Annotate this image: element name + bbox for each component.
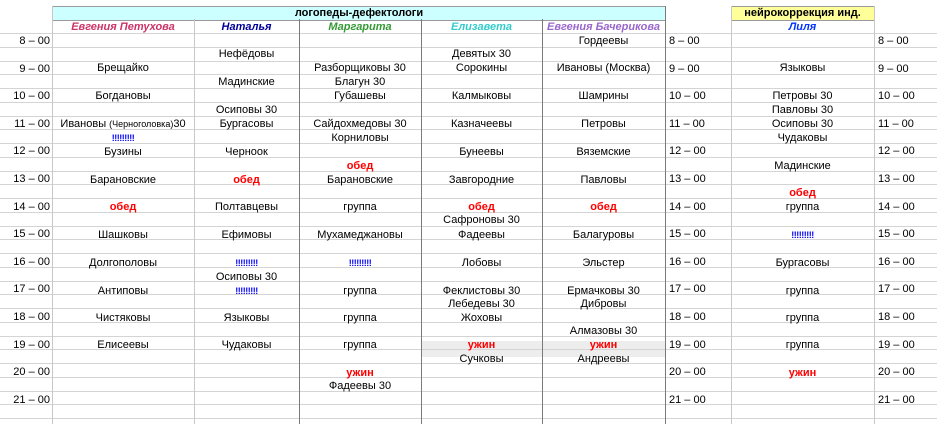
specialist-header-petukhova[interactable]: Евгения Петухова bbox=[71, 21, 175, 33]
time-label[interactable]: 11 – 00 bbox=[14, 118, 50, 130]
time-label[interactable]: 18 – 00 bbox=[878, 311, 915, 323]
entry-natalya[interactable]: Мадинские bbox=[218, 76, 275, 88]
entry-elizaveta[interactable]: Лебедевы 30 bbox=[448, 298, 515, 310]
entry-petukhova[interactable]: Брещайко bbox=[97, 62, 149, 74]
time-label[interactable]: 9 – 00 bbox=[878, 63, 909, 75]
specialist-header-natalya[interactable]: Наталья bbox=[221, 21, 272, 33]
entry-elizaveta[interactable]: Фадеевы bbox=[458, 229, 505, 241]
time-label[interactable]: 19 – 00 bbox=[878, 339, 915, 351]
time-label[interactable]: 8 – 00 bbox=[669, 35, 700, 47]
specialist-header-bacherikova[interactable]: Евгения Бачерикова bbox=[547, 21, 660, 33]
time-label[interactable]: 11 – 00 bbox=[878, 118, 914, 130]
grid-row-line bbox=[0, 253, 937, 254]
entry-elizaveta[interactable]: Лобовы bbox=[461, 257, 502, 269]
time-label[interactable]: 11 – 00 bbox=[669, 118, 705, 130]
dinner-label[interactable]: ужин bbox=[788, 367, 817, 379]
entry-elizaveta[interactable]: Казначеевы bbox=[450, 118, 513, 130]
dinner-label[interactable]: ужин bbox=[346, 367, 374, 379]
time-label[interactable]: 18 – 00 bbox=[669, 311, 706, 323]
entry-bacherikova[interactable]: Вяземские bbox=[576, 146, 631, 158]
time-label[interactable]: 8 – 00 bbox=[19, 35, 50, 47]
entry-natalya[interactable]: Черноок bbox=[225, 146, 268, 158]
entry-petukhova[interactable] bbox=[52, 117, 194, 131]
lunch-label[interactable]: обед bbox=[468, 201, 495, 213]
entry-bacherikova[interactable]: Петровы bbox=[581, 118, 626, 130]
time-label[interactable]: 14 – 00 bbox=[669, 201, 706, 213]
attention-mark[interactable]: !!!!!!!!! bbox=[235, 286, 258, 296]
dinner-label[interactable]: ужин bbox=[467, 339, 496, 351]
time-label[interactable]: 20 – 00 bbox=[13, 366, 50, 378]
grid-row-line bbox=[0, 404, 937, 405]
time-label[interactable]: 20 – 00 bbox=[669, 366, 706, 378]
entry-text: Ивановы bbox=[60, 118, 110, 130]
entry-petukhova[interactable]: Долгополовы bbox=[89, 257, 157, 269]
entry-natalya[interactable]: Осиповы 30 bbox=[215, 104, 278, 116]
entry-bacherikova[interactable]: Павловы bbox=[580, 174, 627, 186]
time-label[interactable]: 13 – 00 bbox=[669, 173, 706, 185]
entry-margarita[interactable]: группа bbox=[343, 201, 377, 213]
time-label[interactable]: 17 – 00 bbox=[669, 283, 706, 295]
entry-lilya[interactable]: группа bbox=[785, 201, 820, 213]
entry-margarita[interactable]: Корниловы bbox=[331, 132, 389, 144]
lunch-label[interactable]: обед bbox=[233, 174, 260, 186]
attention-mark[interactable]: !!!!!!!!! bbox=[235, 258, 258, 268]
time-label[interactable]: 10 – 00 bbox=[878, 90, 915, 102]
time-label[interactable]: 12 – 00 bbox=[13, 145, 50, 157]
entry-bacherikova[interactable]: Гордеевы bbox=[578, 35, 629, 47]
entry-elizaveta[interactable]: Девятых 30 bbox=[452, 48, 511, 60]
entry-natalya[interactable]: Осиповы 30 bbox=[215, 271, 278, 283]
entry-lilya[interactable]: Осиповы 30 bbox=[771, 118, 834, 130]
group-header-neurocorrection-label: нейрокоррекция инд. bbox=[744, 7, 861, 19]
attention-mark[interactable]: !!!!!!!!! bbox=[348, 258, 372, 268]
entry-margarita[interactable]: группа bbox=[343, 339, 377, 351]
entry-lilya[interactable]: группа bbox=[785, 285, 820, 297]
group-header-speech-therapists-label: логопеды-дефектологи bbox=[294, 7, 424, 19]
time-label[interactable]: 18 – 00 bbox=[13, 311, 50, 323]
entry-bacherikova[interactable]: Ермачковы 30 bbox=[567, 285, 640, 297]
entry-bacherikova[interactable]: Андреевы bbox=[577, 353, 630, 365]
time-label[interactable]: 15 – 00 bbox=[878, 228, 915, 240]
entry-margarita[interactable]: группа bbox=[343, 312, 377, 324]
entry-natalya[interactable]: Бургасовы bbox=[219, 118, 274, 130]
entry-margarita[interactable]: Фадеевы 30 bbox=[328, 380, 392, 392]
entry-elizaveta[interactable]: Феклистовы 30 bbox=[442, 285, 521, 297]
entry-margarita[interactable]: Благун 30 bbox=[334, 76, 386, 88]
time-label[interactable]: 12 – 00 bbox=[878, 145, 915, 157]
time-label[interactable]: 21 – 00 bbox=[878, 394, 915, 406]
entry-bacherikova[interactable]: Дибровы bbox=[580, 298, 627, 310]
entry-lilya[interactable]: Мадинские bbox=[774, 160, 831, 172]
time-label[interactable]: 16 – 00 bbox=[13, 256, 50, 268]
entry-elizaveta[interactable]: Жоховы bbox=[460, 312, 503, 324]
attention-mark[interactable]: !!!!!!!!! bbox=[111, 133, 135, 143]
specialist-header-elizaveta[interactable]: Елизавета bbox=[450, 21, 512, 33]
time-label[interactable]: 21 – 00 bbox=[13, 394, 50, 406]
time-label[interactable]: 21 – 00 bbox=[669, 394, 706, 406]
time-label[interactable]: 10 – 00 bbox=[13, 90, 50, 102]
entry-margarita[interactable]: Губашевы bbox=[334, 90, 386, 102]
time-label[interactable]: 8 – 00 bbox=[878, 35, 909, 47]
time-label[interactable]: 19 – 00 bbox=[13, 339, 50, 351]
entry-lilya[interactable]: Петровы 30 bbox=[772, 90, 833, 102]
entry-elizaveta[interactable]: Завгородние bbox=[448, 174, 515, 186]
entry-margarita[interactable]: Мухамеджановы bbox=[317, 229, 403, 241]
time-label[interactable]: 15 – 00 bbox=[13, 228, 50, 240]
entry-natalya[interactable]: Языковы bbox=[223, 312, 270, 324]
time-label[interactable]: 13 – 00 bbox=[878, 173, 915, 185]
entry-natalya[interactable]: Ефимовы bbox=[221, 229, 272, 241]
col-line-h bbox=[874, 6, 875, 424]
time-label[interactable]: 17 – 00 bbox=[878, 283, 915, 295]
time-label[interactable]: 15 – 00 bbox=[669, 228, 706, 240]
entry-margarita[interactable]: Разборщиковы 30 bbox=[314, 62, 406, 74]
time-label[interactable]: 16 – 00 bbox=[669, 256, 706, 268]
entry-lilya[interactable]: Павловы 30 bbox=[771, 104, 834, 116]
attention-mark[interactable]: !!!!!!!!! bbox=[791, 230, 814, 240]
entry-petukhova[interactable]: Богдановы bbox=[95, 90, 151, 102]
lunch-label[interactable]: обед bbox=[346, 160, 374, 172]
time-label[interactable]: 16 – 00 bbox=[878, 256, 915, 268]
lunch-label[interactable]: обед bbox=[789, 187, 816, 199]
time-label[interactable]: 12 – 00 bbox=[669, 145, 706, 157]
grid-row-line bbox=[0, 336, 937, 337]
entry-bacherikova[interactable]: Шамрины bbox=[578, 90, 629, 102]
entry-petukhova[interactable]: Елисеевы bbox=[97, 339, 149, 351]
entry-margarita[interactable]: Сайдохмедовы 30 bbox=[313, 118, 407, 130]
entry-lilya[interactable]: Бургасовы bbox=[775, 257, 830, 269]
grid-row-line bbox=[0, 391, 937, 392]
entry-suffix: 30 bbox=[173, 118, 186, 130]
entry-lilya[interactable]: группа bbox=[785, 339, 820, 351]
specialist-header-lilya[interactable]: Лиля bbox=[788, 21, 817, 33]
entry-margarita[interactable]: группа bbox=[343, 285, 377, 297]
entry-petukhova[interactable]: Барановские bbox=[89, 174, 157, 186]
entry-note: (Черноголовка) bbox=[109, 119, 174, 129]
entry-elizaveta[interactable]: Сорокины bbox=[455, 62, 508, 74]
entry-bacherikova[interactable]: Эльстер bbox=[582, 257, 625, 269]
dinner-label[interactable]: ужин bbox=[589, 339, 618, 351]
specialist-header-margarita[interactable]: Маргарита bbox=[328, 21, 392, 33]
time-label[interactable]: 17 – 00 bbox=[13, 283, 50, 295]
entry-elizaveta[interactable]: Сафроновы 30 bbox=[443, 214, 520, 226]
entry-natalya[interactable]: Чудаковы bbox=[221, 339, 272, 351]
grid-row-line bbox=[0, 281, 937, 282]
time-label[interactable]: 14 – 00 bbox=[878, 201, 915, 213]
entry-petukhova[interactable]: Бузины bbox=[104, 146, 142, 158]
entry-petukhova[interactable]: Шашковы bbox=[98, 229, 148, 241]
lunch-label[interactable]: обед bbox=[109, 201, 137, 213]
entry-natalya[interactable]: Полтавцевы bbox=[214, 201, 279, 213]
entry-elizaveta[interactable]: Калмыковы bbox=[451, 90, 512, 102]
entry-bacherikova[interactable]: Ивановы (Москва) bbox=[556, 62, 651, 74]
entry-elizaveta[interactable]: Бунеевы bbox=[459, 146, 504, 158]
grid-row-line bbox=[0, 418, 937, 419]
col-line-f bbox=[665, 6, 666, 424]
entry-margarita[interactable]: Барановские bbox=[326, 174, 394, 186]
time-label[interactable]: 20 – 00 bbox=[878, 366, 915, 378]
entry-lilya[interactable]: Чудаковы bbox=[777, 132, 828, 144]
time-label[interactable]: 9 – 00 bbox=[19, 63, 50, 75]
entry-natalya[interactable]: Нефёдовы bbox=[218, 48, 275, 60]
time-label[interactable]: 9 – 00 bbox=[669, 63, 700, 75]
time-label[interactable]: 13 – 00 bbox=[13, 173, 50, 185]
lunch-label[interactable]: обед bbox=[590, 201, 617, 213]
entry-lilya[interactable]: Языковы bbox=[779, 62, 826, 74]
time-label[interactable]: 14 – 00 bbox=[13, 201, 50, 213]
time-label[interactable]: 19 – 00 bbox=[669, 339, 706, 351]
entry-petukhova[interactable]: Антиповы bbox=[97, 285, 149, 297]
time-label[interactable]: 10 – 00 bbox=[669, 90, 706, 102]
entry-lilya[interactable]: группа bbox=[785, 312, 820, 324]
entry-elizaveta[interactable]: Сучковы bbox=[459, 353, 504, 365]
entry-petukhova[interactable]: Чистяковы bbox=[95, 312, 151, 324]
entry-bacherikova[interactable]: Балагуровы bbox=[572, 229, 635, 241]
entry-bacherikova[interactable]: Алмазовы 30 bbox=[569, 325, 638, 337]
